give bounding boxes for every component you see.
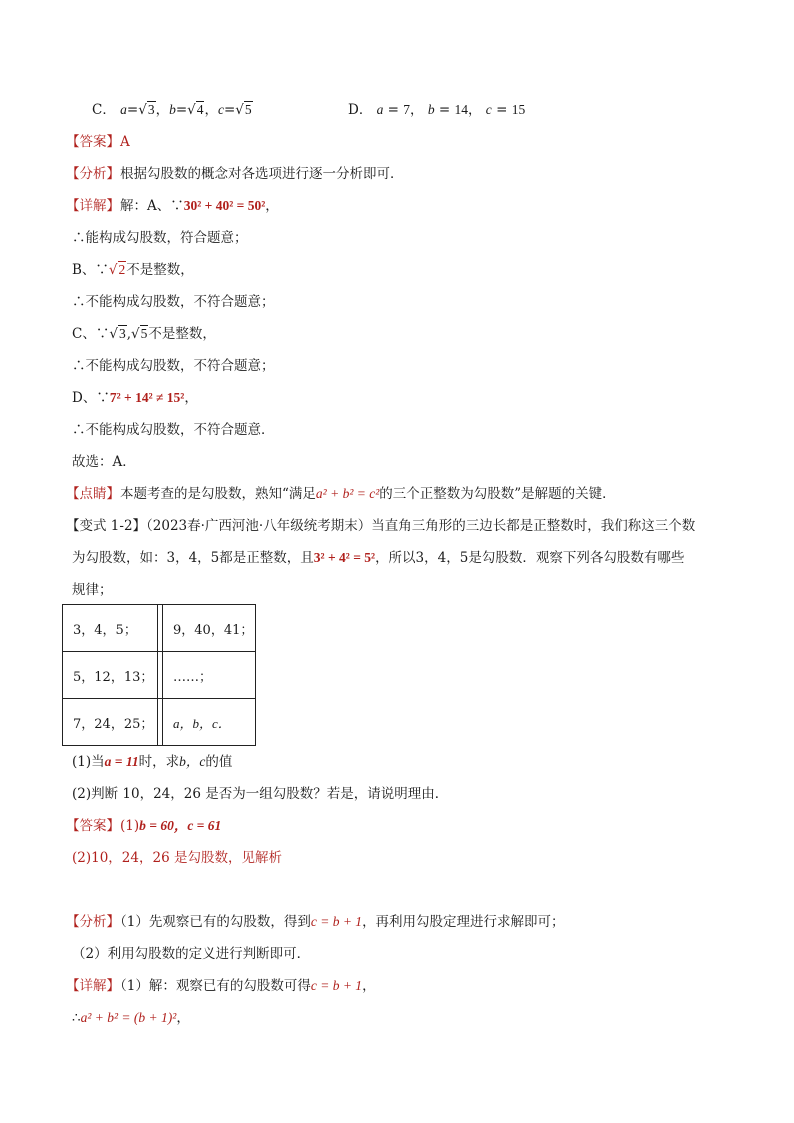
comment: 【点睛】本题考查的是勾股数，熟知“满足a² + b² = c²的三个正整数为勾股数”是解题的关键． (66, 486, 616, 502)
table-row: 5，12，13； ……； (63, 652, 256, 699)
answer-2-part-2: (2)10，24，26 是勾股数，见解析 (72, 850, 282, 866)
line-c-result: ∴不能构成勾股数，不符合题意； (72, 358, 275, 374)
variant-line-2: 为勾股数，如：3，4，5都是正整数，且3² + 4² = 5²，所以3，4，5是勾股数．观察下列各勾股数有哪些 (72, 550, 685, 566)
option-d: D． a = 7， b = 14， c = 15 (348, 102, 526, 118)
detail-2-line-2: ∴a² + b² = (b + 1)²， (72, 1010, 190, 1026)
analysis-1: 【分析】根据勾股数的概念对各选项进行逐一分析即可． (66, 166, 404, 182)
table-row: 7，24，25； a，b，c． (63, 699, 256, 746)
answer-2: 【答案】(1)b = 60，c = 61 (66, 818, 222, 834)
choose-line: 故选：A． (72, 454, 136, 470)
question-1: (1)当a = 11时，求b，c的值 (72, 754, 233, 770)
answer-1: 【答案】A (66, 134, 130, 150)
table-row: 3，4，5； 9，40，41； (63, 605, 256, 652)
option-c-label: C． (92, 102, 116, 118)
variant-line-1: 【变式 1-2】（2023春·广西河池·八年级统考期末）当直角三角形的三边长都是正整数时，我们称这三个数 (66, 518, 696, 534)
line-d-result: ∴不能构成勾股数，不符合题意． (72, 422, 275, 438)
sqrt-3: √3 (138, 102, 155, 118)
line-b: B、∵√2不是整数， (72, 262, 194, 278)
variant-line-3: 规律； (72, 582, 113, 598)
detail-2: 【详解】（1）解：观察已有的勾股数可得c = b + 1， (66, 978, 376, 994)
analysis-2: 【分析】（1）先观察已有的勾股数，得到c = b + 1，再利用勾股定理进行求解即可； (66, 914, 565, 930)
option-c: C． a=√3，b=√4，c=√5 (92, 102, 252, 118)
line-b-result: ∴不能构成勾股数，不符合题意； (72, 294, 275, 310)
pythagorean-table (62, 604, 256, 746)
question-2: (2)判断 10，24，26 是否为一组勾股数？若是，请说明理由． (72, 786, 449, 802)
detail-1: 【详解】解：A、∵30² + 40² = 50²， (66, 198, 279, 214)
analysis-2-line-2: （2）利用勾股数的定义进行判断即可． (72, 946, 311, 962)
line-d: D、∵7² + 14² ≠ 15²， (72, 390, 198, 406)
line-c: C、∵√3,√5不是整数， (72, 326, 216, 342)
line-a-result: ∴能构成勾股数，符合题意； (72, 230, 248, 246)
